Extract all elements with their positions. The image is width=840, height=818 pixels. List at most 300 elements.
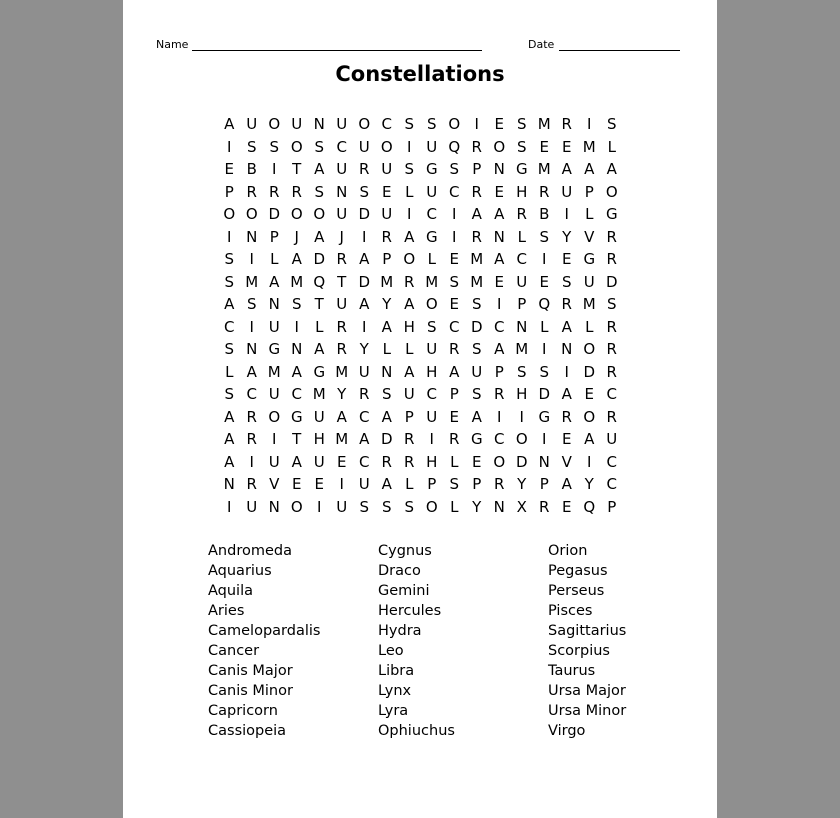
grid-letter: U: [471, 362, 483, 381]
grid-letter: A: [291, 250, 302, 268]
grid-letter: A: [381, 475, 392, 493]
grid-letter: P: [584, 182, 594, 201]
grid-letter: A: [561, 475, 572, 493]
grid-letter: U: [336, 160, 348, 178]
grid-letter: R: [404, 430, 415, 448]
grid-letter: H: [426, 362, 438, 381]
word-list-item: Taurus: [548, 663, 596, 679]
grid-letter: I: [497, 295, 502, 313]
grid-letter: D: [515, 452, 528, 471]
grid-letter: N: [291, 340, 303, 358]
grid-letter: P: [517, 295, 527, 313]
grid-letter: E: [562, 497, 572, 516]
grid-letter: S: [381, 497, 392, 516]
word-list-item: Ophiuchus: [378, 723, 455, 739]
grid-letter: S: [516, 362, 527, 381]
grid-letter: V: [584, 227, 595, 246]
word-list-item: Virgo: [548, 723, 586, 739]
grid-letter: U: [426, 407, 438, 426]
grid-letter: C: [336, 137, 347, 156]
grid-letter: I: [407, 137, 412, 156]
grid-letter: D: [470, 317, 483, 336]
grid-letter: E: [449, 295, 459, 313]
grid-letter: S: [404, 497, 415, 516]
grid-letter: S: [359, 182, 370, 201]
grid-letter: N: [268, 497, 280, 516]
grid-letter: A: [314, 227, 325, 246]
grid-letter: L: [382, 340, 391, 358]
grid-letter: P: [382, 250, 392, 268]
grid-letter: I: [227, 137, 232, 156]
word-list-item: Capricorn: [208, 703, 278, 719]
grid-letter: C: [359, 452, 370, 471]
grid-letter: A: [561, 160, 572, 178]
grid-letter: I: [564, 205, 569, 223]
grid-letter: U: [313, 407, 325, 426]
grid-letter: P: [539, 475, 549, 493]
grid-letter: P: [494, 362, 504, 381]
grid-letter: O: [380, 137, 393, 156]
grid-letter: O: [583, 407, 596, 426]
grid-letter: L: [607, 137, 616, 156]
grid-letter: U: [426, 182, 438, 201]
word-list-item: Aquila: [208, 583, 254, 599]
grid-letter: E: [539, 137, 549, 156]
grid-letter: S: [471, 385, 482, 403]
grid-letter: A: [404, 227, 415, 246]
header: [156, 38, 681, 54]
grid-letter: N: [538, 452, 550, 471]
grid-letter: I: [452, 227, 457, 246]
word-list-item: Canis Minor: [208, 683, 293, 699]
grid-letter: P: [472, 475, 482, 493]
grid-letter: G: [538, 407, 551, 426]
word-list-item: Leo: [378, 643, 404, 659]
grid-letter: Y: [382, 295, 392, 313]
grid-letter: O: [245, 205, 258, 223]
grid-letter: L: [450, 452, 459, 471]
grid-letter: C: [291, 385, 302, 403]
grid-letter: J: [339, 227, 344, 246]
grid-letter: U: [336, 497, 348, 516]
grid-letter: H: [516, 182, 528, 201]
word-list: [208, 541, 678, 741]
grid-letter: O: [268, 407, 281, 426]
grid-letter: A: [381, 317, 392, 336]
grid-letter: D: [358, 205, 371, 223]
grid-letter: E: [472, 452, 482, 471]
grid-letter: P: [607, 497, 617, 516]
grid-letter: T: [337, 272, 347, 291]
grid-letter: J: [294, 227, 299, 246]
grid-letter: E: [562, 250, 572, 268]
grid-letter: G: [425, 227, 438, 246]
grid-letter: A: [584, 160, 595, 178]
word-list-item: Sagittarius: [548, 623, 627, 639]
grid-letter: N: [313, 115, 325, 133]
grid-letter: R: [246, 430, 257, 448]
grid-letter: L: [585, 317, 594, 336]
grid-letter: M: [470, 250, 484, 268]
grid-letter: O: [448, 115, 461, 133]
grid-letter: P: [224, 182, 234, 201]
grid-letter: A: [494, 250, 505, 268]
grid-letter: R: [561, 115, 572, 133]
word-list-item: Scorpius: [548, 643, 610, 659]
grid-letter: G: [268, 340, 281, 358]
grid-letter: O: [583, 340, 596, 358]
grid-letter: L: [270, 250, 279, 268]
grid-letter: R: [291, 182, 302, 201]
grid-letter: A: [224, 452, 235, 471]
grid-letter: C: [606, 475, 617, 493]
grid-letter: M: [470, 272, 484, 291]
grid-letter: E: [224, 160, 234, 178]
grid-letter: E: [494, 115, 504, 133]
word-list-item: Ursa Major: [548, 683, 626, 699]
grid-letter: L: [517, 227, 526, 246]
grid-letter: I: [542, 430, 547, 448]
grid-letter: U: [561, 182, 573, 201]
grid-letter: Q: [313, 272, 326, 291]
grid-letter: I: [407, 205, 412, 223]
word-column: [208, 541, 378, 741]
grid-letter: R: [516, 205, 527, 223]
grid-letter: C: [426, 385, 437, 403]
word-list-item: Pegasus: [548, 563, 608, 579]
grid-letter: R: [336, 340, 347, 358]
grid-letter: S: [539, 362, 550, 381]
grid-letter: E: [494, 182, 504, 201]
grid-letter: O: [425, 295, 438, 313]
grid-letter: H: [516, 385, 528, 403]
grid-letter: R: [561, 295, 572, 313]
grid-letter: A: [269, 272, 280, 291]
grid-letter: R: [381, 452, 392, 471]
grid-letter: L: [450, 497, 459, 516]
grid-letter: L: [427, 250, 436, 268]
grid-letter: D: [268, 205, 281, 223]
grid-letter: M: [425, 272, 439, 291]
grid-letter: A: [359, 430, 370, 448]
grid-letter: I: [339, 475, 344, 493]
grid-letter: S: [246, 295, 257, 313]
grid-letter: N: [381, 362, 393, 381]
word-list-item: Ursa Minor: [548, 703, 627, 719]
grid-letter: A: [471, 407, 482, 426]
grid-letter: C: [606, 385, 617, 403]
grid-letter: G: [583, 250, 596, 268]
grid-letter: I: [227, 497, 232, 516]
word-list-item: Draco: [378, 563, 421, 579]
grid-letter: Q: [583, 497, 596, 516]
grid-letter: S: [224, 340, 235, 358]
grid-letter: A: [224, 295, 235, 313]
grid-letter: R: [606, 317, 617, 336]
grid-letter: E: [562, 430, 572, 448]
grid-letter: E: [562, 137, 572, 156]
grid-letter: P: [472, 160, 482, 178]
grid-letter: L: [405, 182, 414, 201]
grid-letter: U: [358, 475, 370, 493]
grid-letter: S: [449, 475, 460, 493]
grid-letter: U: [358, 362, 370, 381]
grid-letter: E: [337, 452, 347, 471]
grid-letter: R: [246, 475, 257, 493]
grid-letter: C: [426, 205, 437, 223]
grid-letter: M: [537, 160, 551, 178]
grid-letter: Q: [448, 137, 461, 156]
grid-letter: A: [246, 362, 257, 381]
grid-letter: G: [470, 430, 483, 448]
grid-letter: U: [313, 452, 325, 471]
grid-letter: S: [449, 160, 460, 178]
grid-letter: V: [561, 452, 572, 471]
grid-letter: B: [246, 160, 257, 178]
grid-letter: O: [515, 430, 528, 448]
name-label: Name: [156, 38, 189, 51]
grid-letter: M: [335, 430, 349, 448]
grid-letter: I: [317, 497, 322, 516]
grid-letter: U: [426, 340, 438, 358]
word-list-item: Andromeda: [208, 543, 292, 559]
grid-letter: T: [314, 295, 324, 313]
grid-letter: M: [312, 385, 326, 403]
word-column: [548, 541, 678, 741]
grid-letter: R: [606, 407, 617, 426]
grid-letter: R: [449, 340, 460, 358]
grid-letter: R: [449, 430, 460, 448]
grid-letter: O: [290, 137, 303, 156]
grid-letter: E: [449, 250, 459, 268]
grid-letter: X: [516, 497, 527, 516]
grid-letter: A: [494, 340, 505, 358]
grid-letter: R: [381, 227, 392, 246]
grid-letter: I: [452, 205, 457, 223]
grid-letter: D: [358, 272, 371, 291]
date-field-line: [559, 50, 680, 51]
grid-letter: U: [358, 137, 370, 156]
grid-letter: S: [314, 182, 325, 201]
grid-letter: A: [224, 407, 235, 426]
grid-letter: N: [223, 475, 235, 493]
grid-letter: L: [585, 205, 594, 223]
grid-letter: R: [606, 250, 617, 268]
grid-letter: G: [425, 160, 438, 178]
letter-grid: [218, 113, 623, 518]
worksheet-page: [123, 0, 717, 818]
grid-letter: A: [336, 407, 347, 426]
grid-letter: U: [246, 497, 258, 516]
grid-letter: E: [584, 385, 594, 403]
grid-letter: Y: [472, 497, 482, 516]
word-list-item: Cygnus: [378, 543, 432, 559]
grid-letter: R: [606, 227, 617, 246]
grid-letter: C: [381, 115, 392, 133]
grid-letter: U: [336, 295, 348, 313]
word-list-item: Canis Major: [208, 663, 293, 679]
grid-letter: S: [539, 227, 550, 246]
grid-letter: Y: [337, 385, 347, 403]
grid-letter: M: [245, 272, 259, 291]
grid-letter: U: [381, 205, 393, 223]
grid-letter: E: [382, 182, 392, 201]
grid-letter: C: [359, 407, 370, 426]
grid-letter: I: [564, 362, 569, 381]
grid-letter: R: [539, 497, 550, 516]
grid-letter: T: [292, 430, 302, 448]
grid-letter: R: [494, 385, 505, 403]
grid-letter: A: [359, 295, 370, 313]
grid-letter: I: [249, 317, 254, 336]
grid-letter: L: [540, 317, 549, 336]
grid-letter: R: [269, 182, 280, 201]
grid-letter: C: [224, 317, 235, 336]
grid-letter: D: [313, 250, 326, 268]
grid-letter: U: [583, 272, 595, 291]
grid-letter: O: [290, 497, 303, 516]
grid-letter: S: [471, 340, 482, 358]
grid-letter: R: [404, 452, 415, 471]
grid-letter: I: [362, 317, 367, 336]
grid-letter: R: [404, 272, 415, 291]
grid-letter: S: [449, 272, 460, 291]
grid-letter: C: [494, 317, 505, 336]
grid-letter: I: [272, 160, 277, 178]
grid-letter: A: [561, 385, 572, 403]
grid-letter: M: [267, 362, 281, 381]
grid-letter: R: [246, 182, 257, 201]
grid-letter: H: [313, 430, 325, 448]
grid-letter: U: [268, 317, 280, 336]
grid-letter: R: [606, 340, 617, 358]
grid-letter: P: [269, 227, 279, 246]
grid-letter: O: [223, 205, 236, 223]
grid-letter: U: [606, 430, 618, 448]
grid-letter: S: [314, 137, 325, 156]
grid-letter: C: [449, 317, 460, 336]
grid-letter: N: [493, 227, 505, 246]
grid-letter: A: [584, 430, 595, 448]
grid-letter: A: [314, 160, 325, 178]
grid-letter: M: [335, 362, 349, 381]
word-list-item: Hercules: [378, 603, 442, 619]
grid-letter: V: [269, 475, 280, 493]
grid-letter: G: [290, 407, 303, 426]
grid-letter: P: [404, 407, 414, 426]
grid-letter: R: [471, 137, 482, 156]
grid-letter: S: [404, 115, 415, 133]
word-list-item: Libra: [378, 663, 415, 679]
word-list-item: Camelopardalis: [208, 623, 321, 639]
grid-letter: R: [471, 227, 482, 246]
grid-letter: C: [246, 385, 257, 403]
grid-letter: N: [516, 317, 528, 336]
grid-letter: E: [539, 272, 549, 291]
grid-letter: Y: [517, 475, 527, 493]
grid-letter: S: [606, 115, 617, 133]
word-list-item: Aries: [208, 603, 245, 619]
grid-letter: S: [606, 295, 617, 313]
grid-letter: A: [314, 340, 325, 358]
grid-letter: N: [493, 160, 505, 178]
grid-letter: P: [427, 475, 437, 493]
grid-letter: U: [381, 160, 393, 178]
grid-letter: M: [582, 137, 596, 156]
grid-letter: O: [313, 205, 326, 223]
word-list-item: Orion: [548, 543, 588, 559]
grid-letter: R: [539, 182, 550, 201]
grid-letter: D: [583, 362, 596, 381]
grid-letter: N: [246, 340, 258, 358]
grid-letter: I: [542, 250, 547, 268]
word-list-item: Perseus: [548, 583, 605, 599]
grid-letter: H: [403, 317, 415, 336]
grid-letter: O: [403, 250, 416, 268]
grid-letter: N: [246, 227, 258, 246]
grid-letter: U: [336, 205, 348, 223]
grid-letter: I: [249, 452, 254, 471]
grid-letter: U: [291, 115, 303, 133]
grid-letter: D: [380, 430, 393, 448]
grid-letter: L: [405, 340, 414, 358]
grid-letter: O: [268, 115, 281, 133]
page-title: Constellations: [335, 62, 505, 86]
grid-letter: R: [494, 475, 505, 493]
grid-letter: O: [493, 452, 506, 471]
grid-letter: S: [426, 115, 437, 133]
grid-letter: M: [380, 272, 394, 291]
grid-letter: A: [404, 362, 415, 381]
grid-letter: C: [606, 452, 617, 471]
grid-letter: U: [426, 137, 438, 156]
grid-letter: I: [519, 407, 524, 426]
grid-letter: I: [587, 115, 592, 133]
grid-letter: S: [224, 385, 235, 403]
grid-letter: G: [313, 362, 326, 381]
grid-letter: I: [294, 317, 299, 336]
grid-letter: Y: [359, 340, 369, 358]
word-list-item: Hydra: [378, 623, 422, 639]
grid-letter: O: [425, 497, 438, 516]
grid-letter: M: [537, 115, 551, 133]
grid-letter: I: [227, 227, 232, 246]
grid-letter: R: [336, 250, 347, 268]
grid-letter: A: [561, 317, 572, 336]
grid-letter: E: [314, 475, 324, 493]
grid-letter: A: [494, 205, 505, 223]
grid-letter: I: [542, 340, 547, 358]
grid-letter: L: [315, 317, 324, 336]
grid-letter: A: [224, 430, 235, 448]
grid-letter: I: [249, 250, 254, 268]
grid-letter: Y: [562, 227, 572, 246]
grid-letter: A: [291, 452, 302, 471]
grid-letter: A: [291, 362, 302, 381]
grid-letter: N: [268, 295, 280, 313]
grid-letter: I: [272, 430, 277, 448]
grid-letter: C: [494, 430, 505, 448]
grid-letter: R: [246, 407, 257, 426]
word-list-item: Pisces: [548, 603, 593, 619]
grid-letter: N: [336, 182, 348, 201]
grid-letter: I: [497, 407, 502, 426]
grid-letter: M: [582, 295, 596, 313]
grid-letter: S: [471, 295, 482, 313]
grid-letter: I: [362, 227, 367, 246]
grid-letter: U: [336, 115, 348, 133]
name-field-line: [192, 50, 482, 51]
